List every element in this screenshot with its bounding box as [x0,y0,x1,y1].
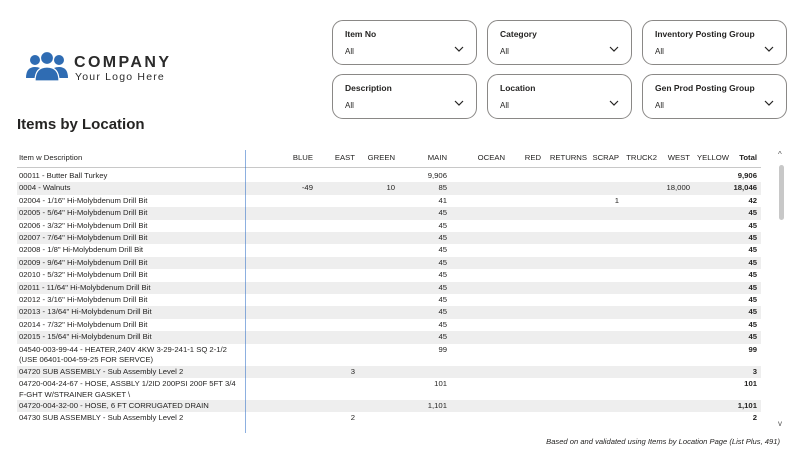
cell-total: 45 [748,307,757,317]
cell-total: 45 [748,282,757,292]
company-logo [24,50,194,86]
item-description: 04720 SUB ASSEMBLY - Sub Assembly Level 2 [19,366,184,376]
column-header-scrap[interactable]: SCRAP [592,153,619,162]
slicer-value: All [655,101,664,110]
table-row[interactable] [17,244,761,256]
table-row[interactable] [17,269,761,281]
cell-total: 45 [748,332,757,342]
item-description: 02007 - 7/64" Hi-Molybdenum Drill Bit [19,233,148,242]
slicer-description[interactable] [332,74,477,119]
slicer-title: Gen Prod Posting Group [655,83,755,93]
cell-total: 45 [748,319,757,329]
column-header-item[interactable]: Item w Description [19,153,83,162]
cell-main: 45 [438,257,447,267]
item-description: 02014 - 7/32" Hi-Molybdenum Drill Bit [19,319,148,329]
item-description: 00011 - Butter Ball Turkey [19,171,108,180]
column-header-returns[interactable]: RETURNS [549,153,587,162]
table-row[interactable] [17,182,761,194]
column-header-blue[interactable]: BLUE [292,153,313,162]
cell-main: 45 [438,332,447,342]
cell-total: 45 [748,270,757,280]
column-header-east[interactable]: EAST [334,153,355,162]
slicer-inventory-posting-group[interactable] [642,20,787,65]
page-title: Items by Location [17,116,145,133]
cell-east: 2 [350,413,355,423]
cell-main: 45 [438,245,447,255]
cell-main: 45 [438,220,447,230]
slicer-location[interactable] [487,74,632,119]
slicer-title: Item No [345,29,377,39]
slicer-gen-prod-posting-group[interactable] [642,74,787,119]
footnote: Based on and validated using Items by Location Page (List Plus, 491) [546,437,780,446]
column-header-red[interactable]: RED [524,153,541,162]
item-description: 02011 - 11/64" Hi-Molybdenum Drill Bit [19,282,151,292]
chevron-down-icon[interactable] [609,99,619,107]
column-header-truck2[interactable]: TRUCK2 [626,153,657,162]
cell-total: 45 [748,208,757,218]
table-row[interactable] [17,331,761,343]
cell-total: 18,046 [733,183,757,193]
slicer-title: Inventory Posting Group [655,29,755,39]
column-header-west[interactable]: WEST [667,153,690,162]
cell-west: 18,000 [666,183,690,193]
table-row[interactable] [17,366,761,378]
cell-east: 3 [350,366,355,376]
vertical-scrollbar[interactable] [776,150,788,428]
slicer-value: All [500,101,509,110]
table-row[interactable] [17,195,761,207]
cell-main: 1,101 [427,401,447,410]
table-row[interactable] [17,282,761,294]
table-row[interactable] [17,220,761,232]
logo-tagline: Your Logo Here [75,71,165,83]
scroll-up-icon[interactable]: ^ [778,150,782,159]
table-row[interactable] [17,207,761,219]
cell-total: 42 [748,195,757,205]
item-description: 02008 - 1/8" Hi-Molybdenum Drill Bit [19,245,144,255]
logo-brand: COMPANY [74,54,172,71]
item-description: 02012 - 3/16" Hi-Molybdenum Drill Bit [19,295,148,304]
item-description: 02015 - 15/64" Hi-Molybdenum Drill Bit [19,332,152,342]
cell-green: 10 [386,183,395,193]
scroll-down-icon[interactable]: v [778,419,782,428]
table-row[interactable] [17,400,761,412]
cell-total: 45 [748,295,757,304]
chevron-down-icon[interactable] [764,99,774,107]
cell-main: 99 [438,344,447,354]
cell-main: 45 [438,319,447,329]
cell-main: 45 [438,270,447,280]
column-header-green[interactable]: GREEN [367,153,395,162]
table-row[interactable] [17,344,761,366]
cell-total: 45 [748,233,757,242]
table-row[interactable] [17,306,761,318]
chevron-down-icon[interactable] [454,99,464,107]
column-header-total[interactable]: Total [739,153,757,162]
scroll-thumb[interactable] [779,165,784,220]
cell-total: 2 [752,413,757,423]
cell-total: 9,906 [737,171,757,180]
cell-total: 101 [744,379,757,388]
item-description: 04720-004-32-00 - HOSE, 6 FT CORRUGATED DRAIN [19,401,209,410]
slicer-value: All [345,101,354,110]
item-description: 0004 - Walnuts [19,183,71,193]
item-description: 02010 - 5/32" Hi-Molybdenum Drill Bit [19,270,148,280]
slicer-title: Category [500,29,537,39]
table-row[interactable] [17,257,761,269]
table-row[interactable] [17,319,761,331]
column-header-main[interactable]: MAIN [427,153,447,162]
cell-main: 45 [438,233,447,242]
cell-total: 45 [748,257,757,267]
chevron-down-icon[interactable] [764,45,774,53]
cell-main: 9,906 [427,171,447,180]
table-row[interactable] [17,412,761,424]
item-description: 04720-004-24-67 - HOSE, ASSBLY 1/2ID 200PSI 200F 5FT 3/4 F-GHT W/STRAINER GASKET \ [19,379,236,399]
cell-total: 3 [752,366,757,376]
slicer-title: Location [500,83,536,93]
cell-main: 45 [438,307,447,317]
chevron-down-icon[interactable] [609,45,619,53]
slicer-category[interactable] [487,20,632,65]
cell-total: 45 [748,220,757,230]
cell-blue: -49 [301,183,313,193]
item-description: 02004 - 1/16" Hi-Molybdenum Drill Bit [19,195,148,205]
cell-main: 45 [438,295,447,304]
item-description: 02005 - 5/64" Hi-Molybdenum Drill Bit [19,208,148,218]
cell-total: 99 [748,344,757,354]
people-icon [24,50,70,84]
table-header [17,150,761,168]
slicer-value: All [500,47,509,56]
table-row[interactable] [17,170,761,182]
column-divider [245,150,246,433]
cell-main: 85 [438,183,447,193]
slicer-item-no[interactable] [332,20,477,65]
slicer-title: Description [345,83,392,93]
cell-total: 45 [748,245,757,255]
cell-scrap: 1 [614,195,619,205]
chevron-down-icon[interactable] [454,45,464,53]
cell-main: 101 [434,379,447,388]
table-row[interactable] [17,378,761,400]
column-header-yellow[interactable]: YELLOW [696,153,729,162]
slicer-value: All [655,47,664,56]
item-description: 02009 - 9/64" Hi-Molybdenum Drill Bit [19,257,148,267]
item-description: 04540-003-99-44 - HEATER,240V 4KW 3-29-241-1 SQ 2-1/2 (USE 06401-004-59-25 FOR SERVCE) [19,344,227,365]
slicer-value: All [345,47,354,56]
cell-total: 1,101 [737,401,757,410]
item-description: 04730 SUB ASSEMBLY - Sub Assembly Level 2 [19,413,184,423]
table-row[interactable] [17,294,761,306]
items-by-location-matrix[interactable] [17,150,761,433]
cell-main: 45 [438,282,447,292]
column-header-ocean[interactable]: OCEAN [477,153,505,162]
cell-main: 45 [438,208,447,218]
cell-main: 41 [438,195,447,205]
table-row[interactable] [17,232,761,244]
item-description: 02006 - 3/32" Hi-Molybdenum Drill Bit [19,220,148,230]
item-description: 02013 - 13/64" Hi-Molybdenum Drill Bit [19,307,152,317]
